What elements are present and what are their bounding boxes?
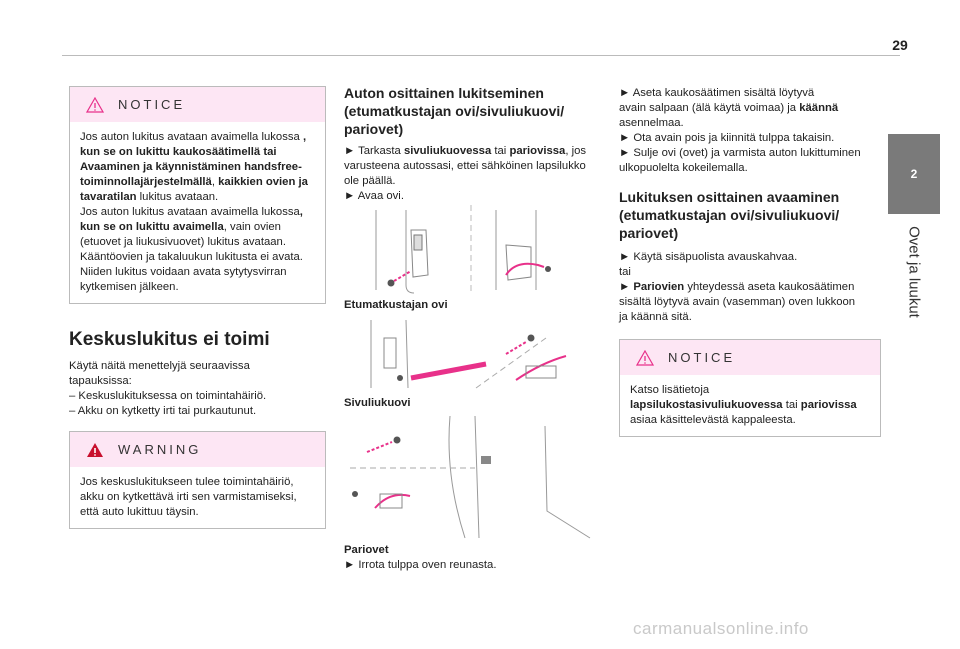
- warning-box: [69, 431, 326, 529]
- warning-label: WARNING: [118, 442, 202, 457]
- page-number: 29: [892, 37, 908, 53]
- notice-text-right: Katso lisätietoja lapsilukostasivuliukuovessa tai pariovissa asiaa käsittelevästä kappaleesta.: [630, 384, 857, 426]
- notice-icon: [86, 97, 104, 113]
- notice-label: NOTICE: [118, 97, 186, 112]
- front-door-illustration: [366, 205, 566, 295]
- watermark: carmanualsonline.info: [633, 619, 809, 638]
- caption-front-door: Etumatkustajan ovi: [344, 299, 448, 311]
- warning-icon: [86, 442, 104, 458]
- remove-plug-step: ► Irrota tulppa oven reunasta.: [344, 559, 497, 571]
- section-heading-avaaminen: Lukituksen osittainen avaaminen (etumatkustajan ovi/sivuliukuovi/ pariovet): [619, 189, 840, 241]
- notice-icon: [636, 350, 654, 366]
- lock-steps-continued: ► Aseta kaukosäätimen sisältä löytyvä avain salpaan (älä käytä voimaa) ja käännä asennelmaa. ► Ota avain pois ja kiinnitä tulppa takaisin. ► Sulje ovi (ovet) ja varmista auton lukittuminen ulkopuolelta kokeilemalla.: [619, 87, 861, 174]
- intro-text: Käytä näitä menettelyjä seuraavissa tapauksissa: – Keskuslukituksessa on toimintahäiriö. – Akku on kytketty irti tai purkautunut.: [69, 359, 326, 419]
- caption-double-door: Pariovet: [344, 544, 389, 556]
- section-heading-keskuslukitus: Keskuslukitus ei toimi: [69, 329, 270, 350]
- notice-label: NOTICE: [668, 350, 736, 365]
- notice-box: [69, 86, 326, 304]
- notice-box-right: [619, 339, 881, 437]
- list-item: – Akku on kytketty irti tai purkautunut.: [69, 405, 257, 417]
- middle-column: [344, 84, 602, 204]
- lock-steps: ► Tarkasta sivuliukuovessa tai pariovissa, jos varusteena autossasi, ettei sähköinen lapsilukko ole päällä. ► Avaa ovi.: [344, 145, 587, 202]
- section-heading-lukitseminen: Auton osittainen lukitseminen (etumatkustajan ovi/sivuliukuovi/ pariovet): [344, 85, 565, 137]
- left-column: [69, 86, 326, 529]
- double-door-block: [344, 543, 602, 573]
- warning-text: Jos keskuslukitukseen tulee toimintahäiriö, akku on kytkettävä irti sen varmistamiseksi, että auto lukittuu täysin.: [80, 476, 297, 518]
- notice-text: Jos auton lukitus avataan avaimella lukossa , kun se on lukittu kaukosäätimellä tai Avaaminen ja käynnistäminen handsfree- toiminnollajärjestelmällä, kaikkien ovien ja tavaratilan lukitus avataan. Jos auton lukitus avataan avaimella lukossa, kun se on lukittu avaimella, vain ovien (etuovet ja liukusivuovet) lukitus avataan. Kääntöovien ja takaluukun lukitusta ei avata. Niiden lukitus voidaan avata sytytysvirran kytkemisen jälkeen.: [80, 131, 308, 293]
- sliding-door-illustration: [366, 318, 586, 390]
- header-rule: [62, 55, 900, 56]
- double-door-illustration: [345, 416, 600, 540]
- chapter-title: Ovet ja luukut: [905, 226, 923, 318]
- unlock-steps: ► Käytä sisäpuolista avauskahvaa. tai ► Pariovien yhteydessä aseta kaukosäätimen sisältä löytyvä avain (vasemman) oven lukkoon ja käännä sitä.: [619, 251, 856, 323]
- right-column: [619, 86, 881, 437]
- list-item: – Keskuslukituksessa on toimintahäiriö.: [69, 390, 267, 402]
- chapter-tab[interactable]: 2: [888, 134, 940, 214]
- caption-sliding-door: Sivuliukuovi: [344, 397, 411, 409]
